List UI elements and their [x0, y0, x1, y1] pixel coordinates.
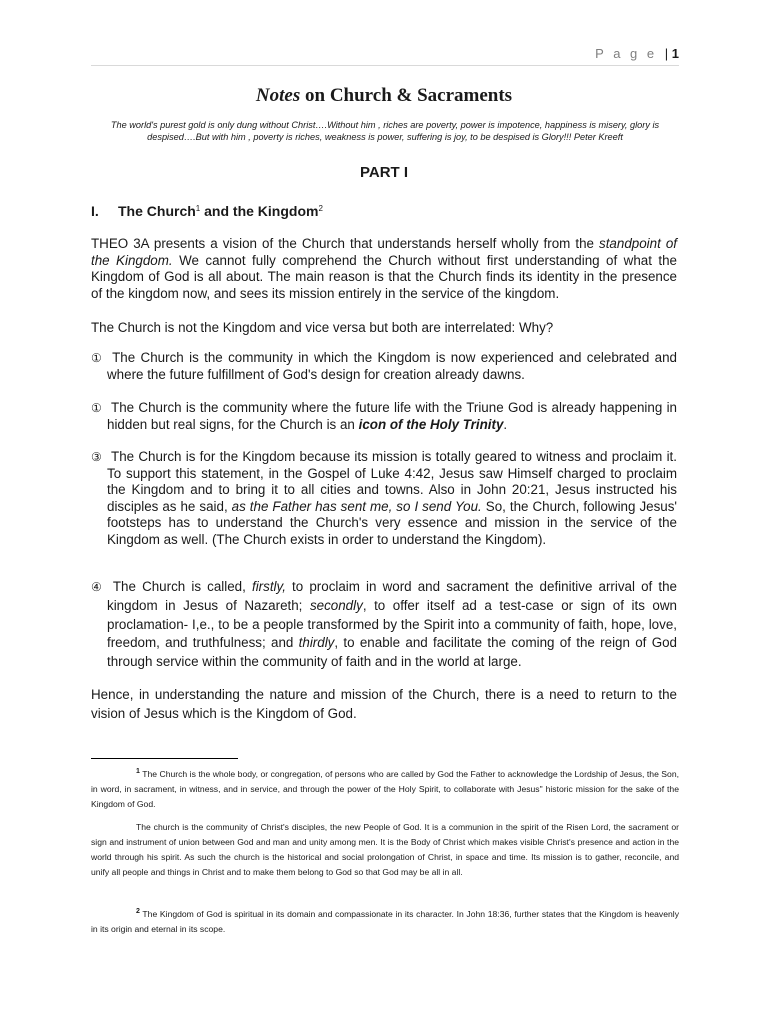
intro-text-b: We cannot fully comprehend the Church without first understanding of what the Kingdom of God is all about. The main reason is that the Church finds its identity in the presence of the kingdom now, and sees its mission entirely in the service of the kingdom.: [91, 252, 678, 301]
footnote-2: [91, 904, 679, 937]
epigraph-quote: The world's purest gold is only dung without Christ….Without him , riches are poverty, power is impotence, happiness is misery, glory is despised….But with him , poverty is riches, weakness is power, suffering is joy, to be despised is Glory!!! Peter Kreeft: [110, 120, 660, 142]
paragraph-conclusion: Hence, in understanding the nature and mission of the Church, there is a need to return to the vision of Jesus which is the Kingdom of God.: [91, 687, 677, 721]
footnote-1-continued: The church is the community of Christ's disciples, the new People of God. It is a communion in the spirit of the Risen Lord, the sacrament or sign and instrument of union between God and man and unity among men. It is the Body of Christ which makes visible Christ's presence and action in the world through his spirit. As such the church is the historical and social prolongation of Christ, in space and time. Its mission is to gather, reconcile, and unify all people and things in Christ and to make them belong to God so that God may be all in all.: [91, 822, 679, 877]
footnote-1-number: 1: [136, 768, 140, 775]
title-rest: on Church & Sacraments: [300, 85, 513, 106]
footnote-ref-2[interactable]: 2: [318, 204, 323, 213]
title-italic: Notes: [255, 85, 301, 106]
list-item-text-b: .: [503, 416, 508, 432]
list-item-text-b: So, the Church, following Jesus' footsteps has to understand the Church's very essence and mission in the service of the Kingdom as well. (The Church exists in order to understand the Kingdom).: [107, 498, 677, 547]
section-heading: [91, 203, 323, 219]
list-item-emphasis-3: thirdly: [298, 635, 335, 651]
list-item-bold: icon of the Holy Trinity: [358, 416, 504, 432]
page-separator: |: [664, 46, 669, 61]
page-number: 1: [671, 46, 679, 61]
list-item-text-b: to proclaim in word and sacrament the definitive arrival of the kingdom in Jesus of Nazareth;: [107, 579, 677, 613]
section-number: I.: [91, 203, 99, 219]
list-item: [91, 350, 677, 383]
footnote-2-number: 2: [136, 908, 140, 915]
paragraph-question: The Church is not the Kingdom and vice versa but both are interrelated: Why?: [91, 320, 554, 335]
list-marker-icon: ①: [91, 351, 102, 365]
list-item: [91, 449, 677, 549]
list-item-text: The Church is the community in which the Kingdom is now experienced and celebrated and where the future fulfillment of God's design for creation already dawns.: [107, 350, 677, 382]
footnote-divider: [91, 758, 238, 759]
intro-emphasis: standpoint of the Kingdom.: [91, 236, 678, 268]
list-item-emphasis-2: secondly: [309, 597, 363, 613]
list-item-text-c: , to offer itself ad a test-case or sign of its own proclamation- I,e., to be a people transformed by the Spirit into a community of faith, hope, love, freedom, and truthfulness; and: [107, 597, 677, 651]
intro-text-a: THEO 3A presents a vision of the Church that understands herself wholly from the: [91, 236, 600, 251]
section-text-a: The Church: [118, 203, 196, 219]
list-marker-icon: ①: [91, 401, 102, 415]
list-item-emphasis: as the Father has sent me, so I send You.: [231, 498, 482, 514]
footnote-2-text: The Kingdom of God is spiritual in its domain and compassionate in its character. In John 18:36, further states that the Kingdom is heavenly in its origin and eternal in its scope.: [91, 909, 679, 934]
footnote-1-text: The Church is the whole body, or congregation, of persons who are called by God the Father to acknowledge the Lordship of Jesus, the Son, in word, in sacrament, in witness, and in service, and through the power of the Holy Spirit, to collaborate with Jesus" historic mission for the sake of the Kingdom of God.: [91, 769, 679, 809]
list-item-text-a: The Church is called,: [107, 579, 252, 594]
footnote-ref-1[interactable]: 1: [195, 204, 201, 213]
footnote-1: [91, 764, 679, 812]
list-item-text-d: , to enable and facilitate the coming of the reign of God through service within the community of faith and in the world at large.: [107, 635, 677, 670]
list-item: [91, 400, 677, 433]
document-title: [0, 85, 768, 107]
list-marker-icon: ③: [91, 450, 102, 464]
list-item-emphasis-1: firstly,: [251, 579, 286, 594]
list-item-text-a: The Church is for the Kingdom because its mission is totally geared to witness and proclaim it. To support this statement, in the Gospel of Luke 4:42, Jesus saw Himself charged to proclaim the Kingdom and to bring it to all cities and towns. Also in John 20:21, Jesus instructed his disciples as he said,: [107, 449, 677, 514]
page-label: P a g e: [595, 46, 658, 61]
list-item: [91, 578, 677, 672]
list-marker-icon: ④: [91, 580, 102, 594]
part-heading: PART I: [359, 164, 409, 181]
page-header: [91, 46, 679, 66]
section-text-b: and the Kingdom: [200, 203, 319, 219]
paragraph-intro: [91, 236, 677, 302]
list-item-text-a: The Church is the community where the future life with the Triune God is already happening in hidden but real signs, for the Church is an: [107, 400, 677, 432]
